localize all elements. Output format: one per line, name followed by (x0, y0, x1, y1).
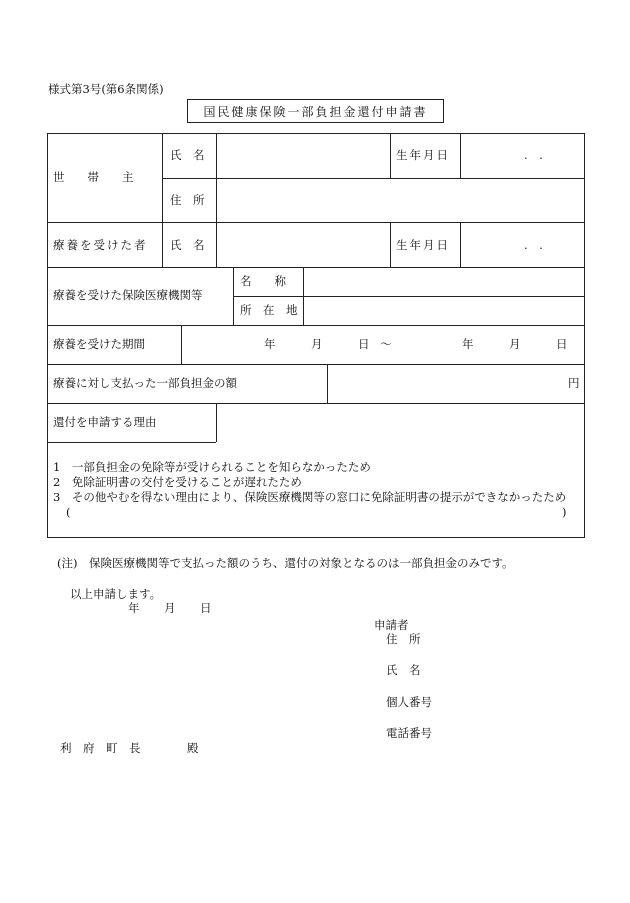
rule (47, 442, 216, 443)
period-start-day: 日 (358, 337, 370, 351)
rule (233, 267, 234, 325)
applicant-phone-label: 電話番号 (386, 726, 432, 740)
patient-name-label: 氏 名 (170, 238, 205, 252)
reason-paren-open: ( (66, 505, 71, 519)
rule (162, 133, 163, 267)
period-end-day: 日 (556, 337, 568, 351)
rule (47, 325, 585, 326)
amount-label: 療養に対し支払った一部負担金の額 (53, 376, 237, 390)
amount-unit: 円 (568, 376, 580, 390)
period-start-month: 月 (311, 337, 323, 351)
applicant-address-label: 住 所 (386, 632, 421, 646)
rule (181, 325, 182, 364)
rule (162, 178, 585, 179)
rule (216, 403, 217, 442)
applicant-id-label: 個人番号 (386, 695, 432, 709)
rule (327, 364, 328, 403)
household-birth-value[interactable]: . . (524, 148, 543, 162)
household-name-label: 氏 名 (170, 148, 205, 162)
applicant-label: 申請者 (374, 618, 409, 632)
household-birth-label: 生年月日 (396, 148, 450, 162)
addressee-honorific: 殿 (187, 741, 199, 755)
patient-label: 療養を受けた者 (53, 238, 148, 252)
rule (303, 267, 304, 325)
reason-label: 還付を申請する理由 (53, 415, 157, 429)
institution-address-label: 所 在 地 (240, 303, 298, 317)
household-head-label: 世 帯 主 (53, 170, 134, 184)
form-number: 様式第3号(第6条関係) (48, 82, 164, 96)
rule (460, 222, 461, 267)
rule (47, 364, 585, 365)
rule (47, 267, 585, 268)
rule (47, 222, 585, 223)
rule (216, 133, 217, 267)
reason-item[interactable]: 1 一部負担金の免除等が受けられることを知らなかったため (53, 460, 371, 474)
rule (460, 133, 461, 178)
period-end-month: 月 (509, 337, 521, 351)
page-title: 国民健康保険一部負担金還付申請書 (203, 105, 428, 119)
date-day: 日 (200, 601, 212, 615)
reason-item[interactable]: 2 免除証明書の交付を受けることが遅れたため (53, 475, 302, 489)
rule (390, 222, 391, 267)
institution-name-label: 名 称 (240, 274, 286, 288)
date-month: 月 (164, 601, 176, 615)
date-year: 年 (128, 601, 140, 615)
period-label: 療養を受けた期間 (53, 337, 145, 351)
reason-item[interactable]: 3 その他やむを得ない理由により、保険医療機関等の窓口に免除証明書の提示ができなかったため (53, 490, 567, 504)
rule (47, 403, 585, 404)
note: (注) 保険医療機関等で支払った額のうち、還付の対象となるのは一部負担金のみです。 (57, 556, 514, 570)
patient-birth-label: 生年月日 (396, 238, 450, 252)
household-address-label: 住 所 (170, 193, 205, 207)
period-start-year: 年 (264, 337, 276, 351)
institution-label: 療養を受けた保険医療機関等 (53, 288, 203, 302)
reason-paren-close: ) (562, 505, 567, 519)
period-tilde: 〜 (380, 337, 392, 351)
patient-birth-value[interactable]: . . (524, 238, 543, 252)
rule (233, 296, 585, 297)
period-end-year: 年 (462, 337, 474, 351)
declaration: 以上申請します。 (70, 587, 162, 601)
applicant-name-label: 氏 名 (386, 663, 421, 677)
title-box (187, 99, 444, 123)
addressee-name: 利 府 町 長 (60, 741, 141, 755)
rule (390, 133, 391, 178)
